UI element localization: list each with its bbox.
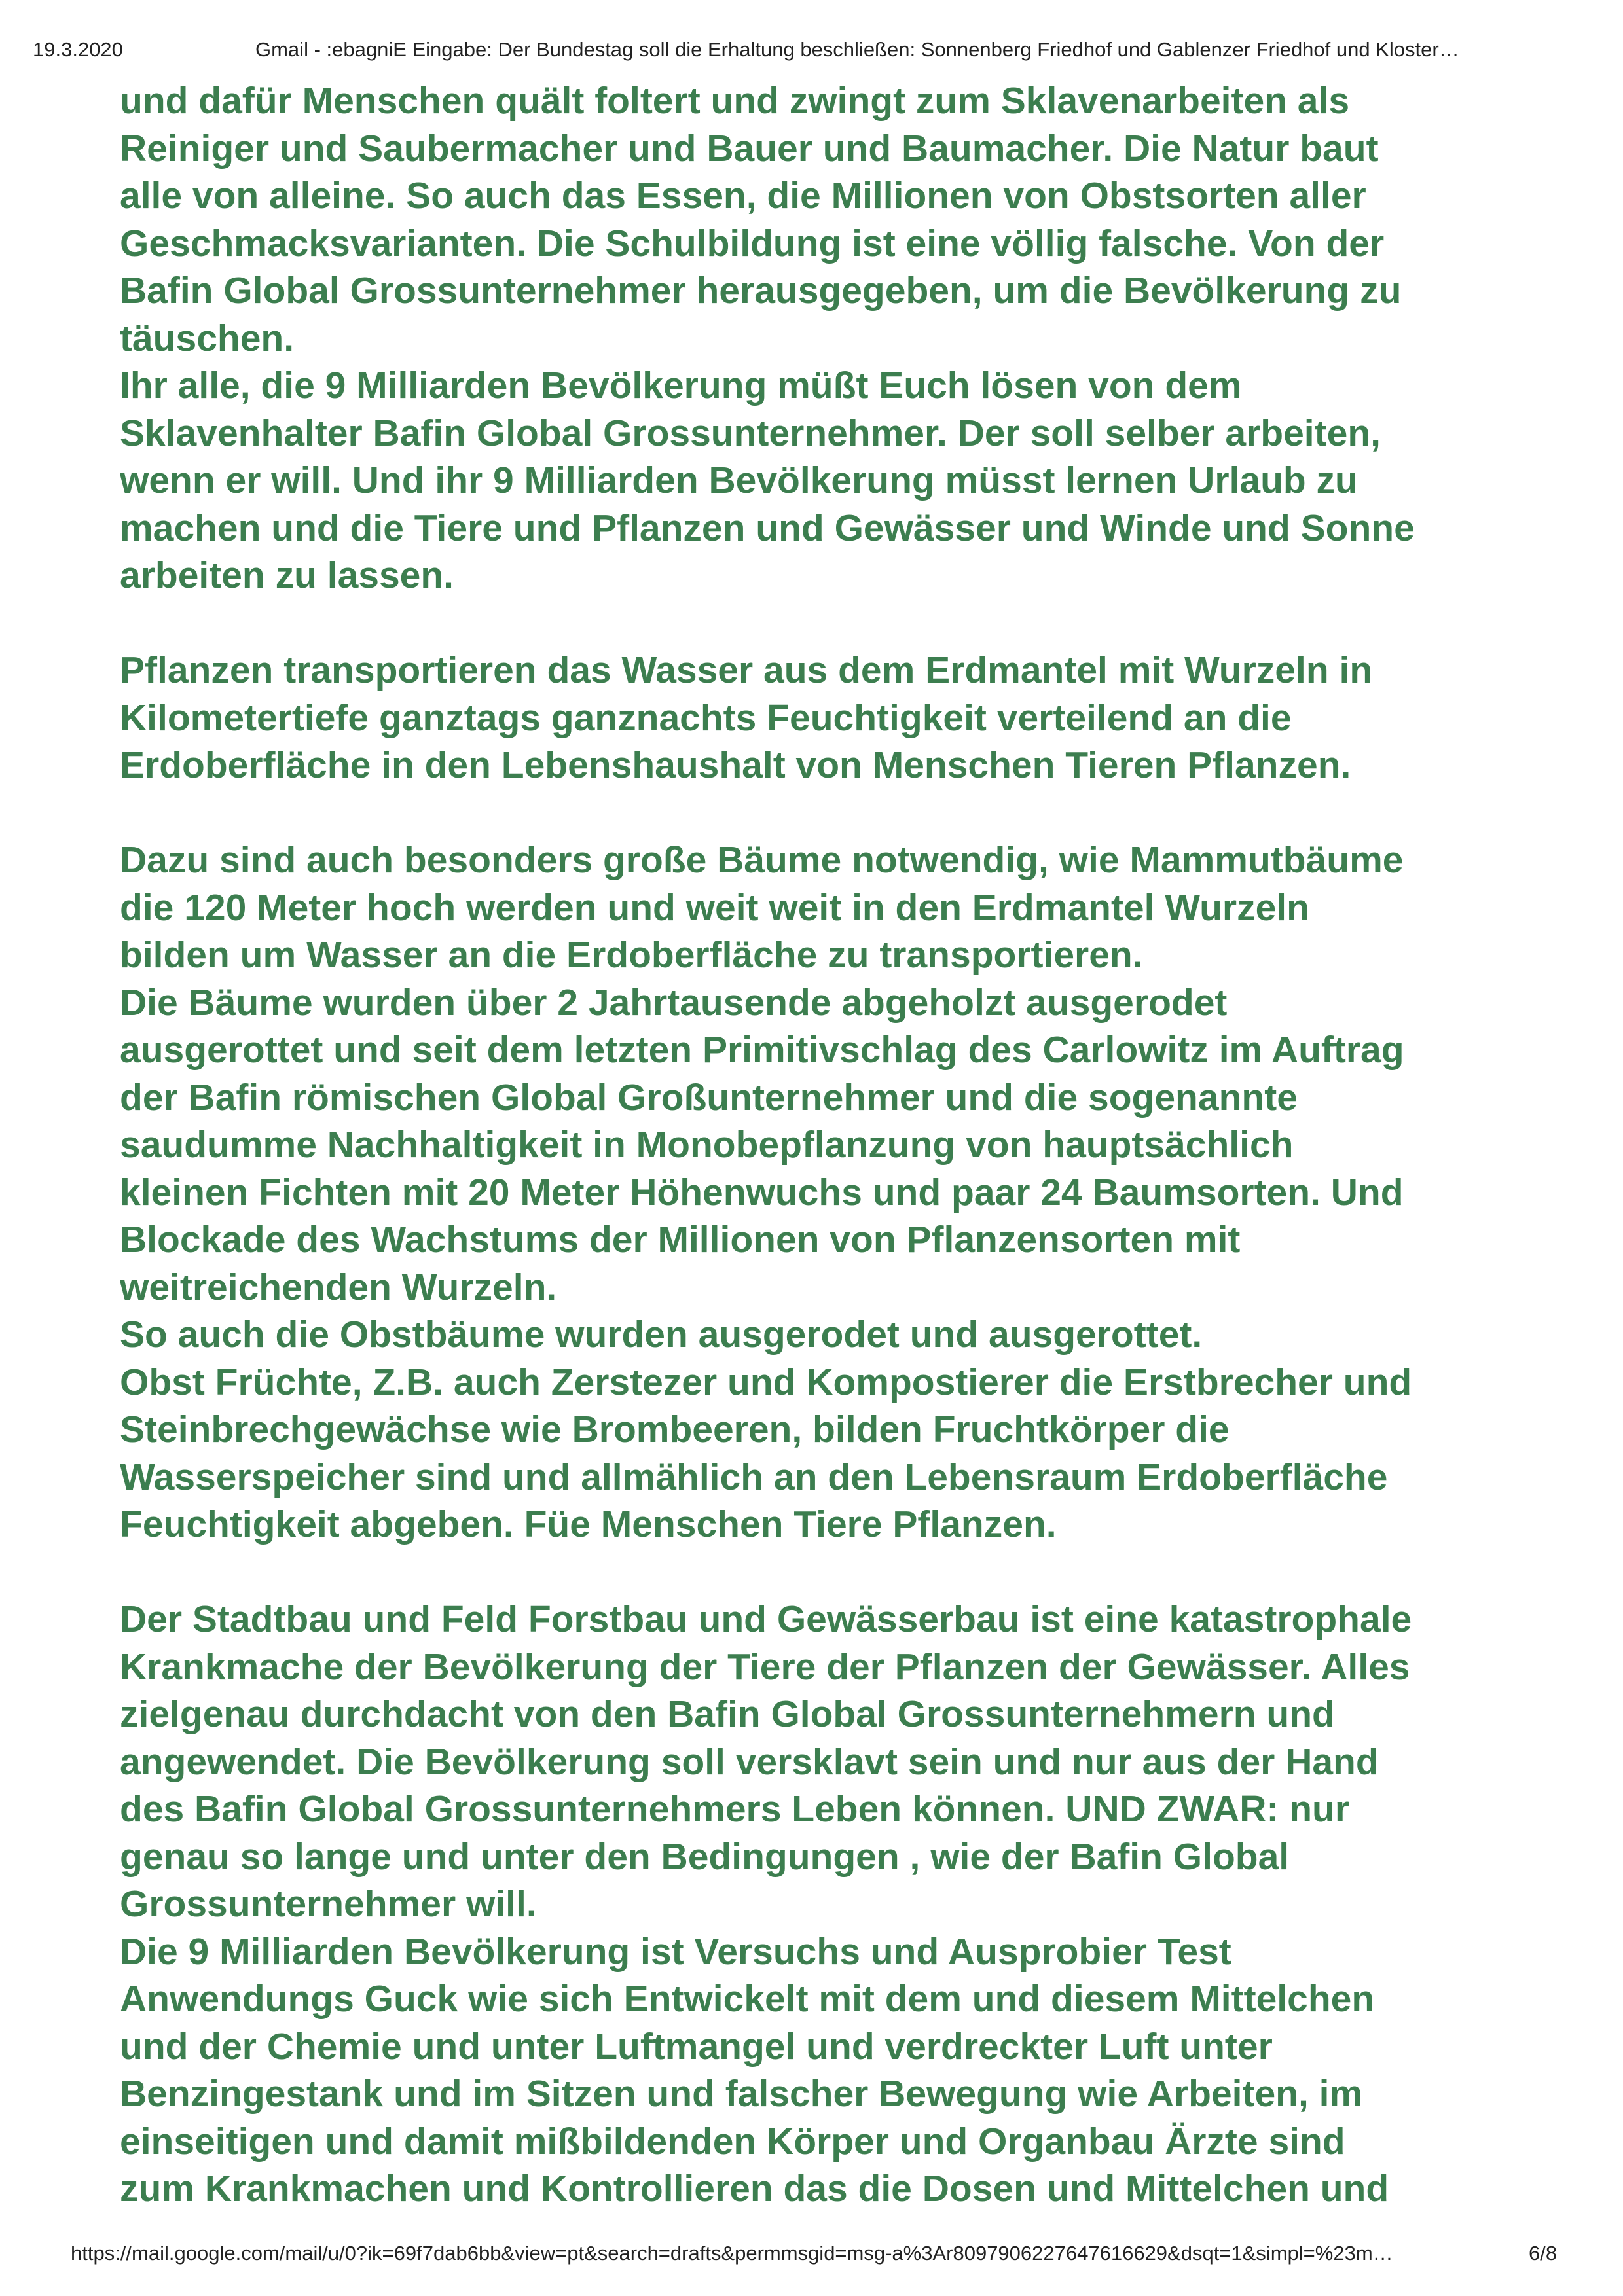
body-text-line: einseitigen und damit mißbildenden Körper und Organbau Ärzte sind: [120, 2120, 1345, 2162]
body-text-line: Grossunternehmer will.: [120, 1883, 537, 1925]
body-text-line: und der Chemie und unter Luftmangel und verdreckter Luft unter: [120, 2025, 1273, 2068]
print-date: 19.3.2020: [33, 38, 123, 61]
body-text-line: machen und die Tiere und Pflanzen und Gewässer und Winde und Sonne: [120, 507, 1415, 549]
body-text-line: Kilometertiefe ganztags ganznachts Feuchtigkeit verteilend an die: [120, 696, 1292, 739]
body-text-line: Sklavenhalter Bafin Global Grossunternehmer. Der soll selber arbeiten,: [120, 412, 1381, 454]
body-text-line: der Bafin römischen Global Großunternehmer und die sogenannte: [120, 1076, 1298, 1119]
body-text-line: angewendet. Die Bevölkerung soll versklavt sein und nur aus der Hand: [120, 1740, 1379, 1783]
body-text-line: Ihr alle, die 9 Milliarden Bevölkerung müßt Euch lösen von dem: [120, 365, 1242, 406]
body-text-line: Obst Früchte, Z.B. auch Zerstezer und Kompostierer die Erstbrecher und: [120, 1361, 1412, 1403]
body-text-line: kleinen Fichten mit 20 Meter Höhenwuchs und paar 24 Baumsorten. Und: [120, 1171, 1404, 1213]
page-number: 6/8: [1529, 2242, 1558, 2265]
print-url: https://mail.google.com/mail/u/0?ik=69f7dab6bb&view=pt&search=drafts&permmsgid=msg-a%3Ar8097906227647616629&dsqt=1&simpl=%23m…: [71, 2242, 1393, 2265]
email-body: [120, 77, 1547, 2213]
body-text-line: saudumme Nachhaltigkeit in Monobepflanzung von hauptsächlich: [120, 1124, 1294, 1166]
body-text-line: Feuchtigkeit abgeben. Füe Menschen Tiere Pflanzen.: [120, 1503, 1057, 1545]
body-text-line: Wasserspeicher sind und allmählich an den Lebensraum Erdoberfläche: [120, 1456, 1388, 1498]
body-text-line: Benzingestank und im Sitzen und falscher Bewegung wie Arbeiten, im: [120, 2073, 1363, 2115]
body-text-line: So auch die Obstbäume wurden ausgerodet und ausgerottet.: [120, 1314, 1203, 1355]
body-text-line: zielgenau durchdacht von den Bafin Global Grossunternehmern und: [120, 1693, 1335, 1735]
body-text-line: wenn er will. Und ihr 9 Milliarden Bevölkerung müsst lernen Urlaub zu: [120, 459, 1358, 501]
body-text-line: arbeiten zu lassen.: [120, 554, 454, 596]
body-text-line: und dafür Menschen quält foltert und zwingt zum Sklavenarbeiten als: [120, 80, 1350, 122]
body-text-line: Dazu sind auch besonders große Bäume notwendig, wie Mammutbäume: [120, 839, 1404, 881]
body-text-line: Bafin Global Grossunternehmer herausgegeben, um die Bevölkerung zu: [120, 270, 1402, 312]
paragraph-gap: [120, 600, 1547, 647]
body-text-line: täuschen.: [120, 317, 295, 359]
body-text-line: des Bafin Global Grossunternehmers Leben können. UND ZWAR: nur: [120, 1788, 1350, 1830]
body-text-line: Erdoberfläche in den Lebenshaushalt von Menschen Tieren Pflanzen.: [120, 744, 1351, 786]
body-text-line: die 120 Meter hoch werden und weit weit in den Erdmantel Wurzeln: [120, 886, 1309, 929]
print-header: [0, 38, 1623, 69]
body-text-line: Geschmacksvarianten. Die Schulbildung ist eine völlig falsche. Von der: [120, 222, 1385, 264]
body-text-line: Reiniger und Saubermacher und Bauer und Baumacher. Die Natur baut: [120, 127, 1379, 170]
print-footer: [0, 2242, 1623, 2273]
body-text-line: zum Krankmachen und Kontrollieren das die Dosen und Mittelchen und: [120, 2168, 1389, 2210]
body-text-line: genau so lange und unter den Bedingungen , wie der Bafin Global: [120, 1835, 1290, 1878]
body-text-line: Pflanzen transportieren das Wasser aus dem Erdmantel mit Wurzeln in: [120, 649, 1373, 691]
body-text-line: Krankmache der Bevölkerung der Tiere der Pflanzen der Gewässer. Alles: [120, 1645, 1410, 1688]
paragraph-gap: [120, 1549, 1547, 1596]
paragraph-gap: [120, 789, 1547, 837]
body-text-line: alle von alleine. So auch das Essen, die Millionen von Obstsorten aller: [120, 175, 1366, 217]
body-text-line: Blockade des Wachstums der Millionen von Pflanzensorten mit: [120, 1219, 1241, 1261]
body-text-line: Der Stadtbau und Feld Forstbau und Gewässerbau ist eine katastrophale: [120, 1598, 1412, 1640]
body-text-line: Die Bäume wurden über 2 Jahrtausende abgeholzt ausgerodet: [120, 981, 1228, 1024]
body-text-line: weitreichenden Wurzeln.: [120, 1266, 557, 1308]
body-text-line: Steinbrechgewächse wie Brombeeren, bilden Fruchtkörper die: [120, 1408, 1230, 1450]
body-text-line: Anwendungs Guck wie sich Entwickelt mit dem und diesem Mittelchen: [120, 1978, 1375, 2020]
body-text-line: ausgerottet und seit dem letzten Primitivschlag des Carlowitz im Auftrag: [120, 1029, 1404, 1071]
print-page-title: Gmail - :ebagniE Eingabe: Der Bundestag soll die Erhaltung beschließen: Sonnenberg Friedhof und Gablenzer Friedhof und Kloster…: [255, 38, 1459, 61]
body-text-line: Die 9 Milliarden Bevölkerung ist Versuchs und Ausprobier Test: [120, 1930, 1231, 1973]
body-text-line: bilden um Wasser an die Erdoberfläche zu transportieren.: [120, 934, 1143, 976]
